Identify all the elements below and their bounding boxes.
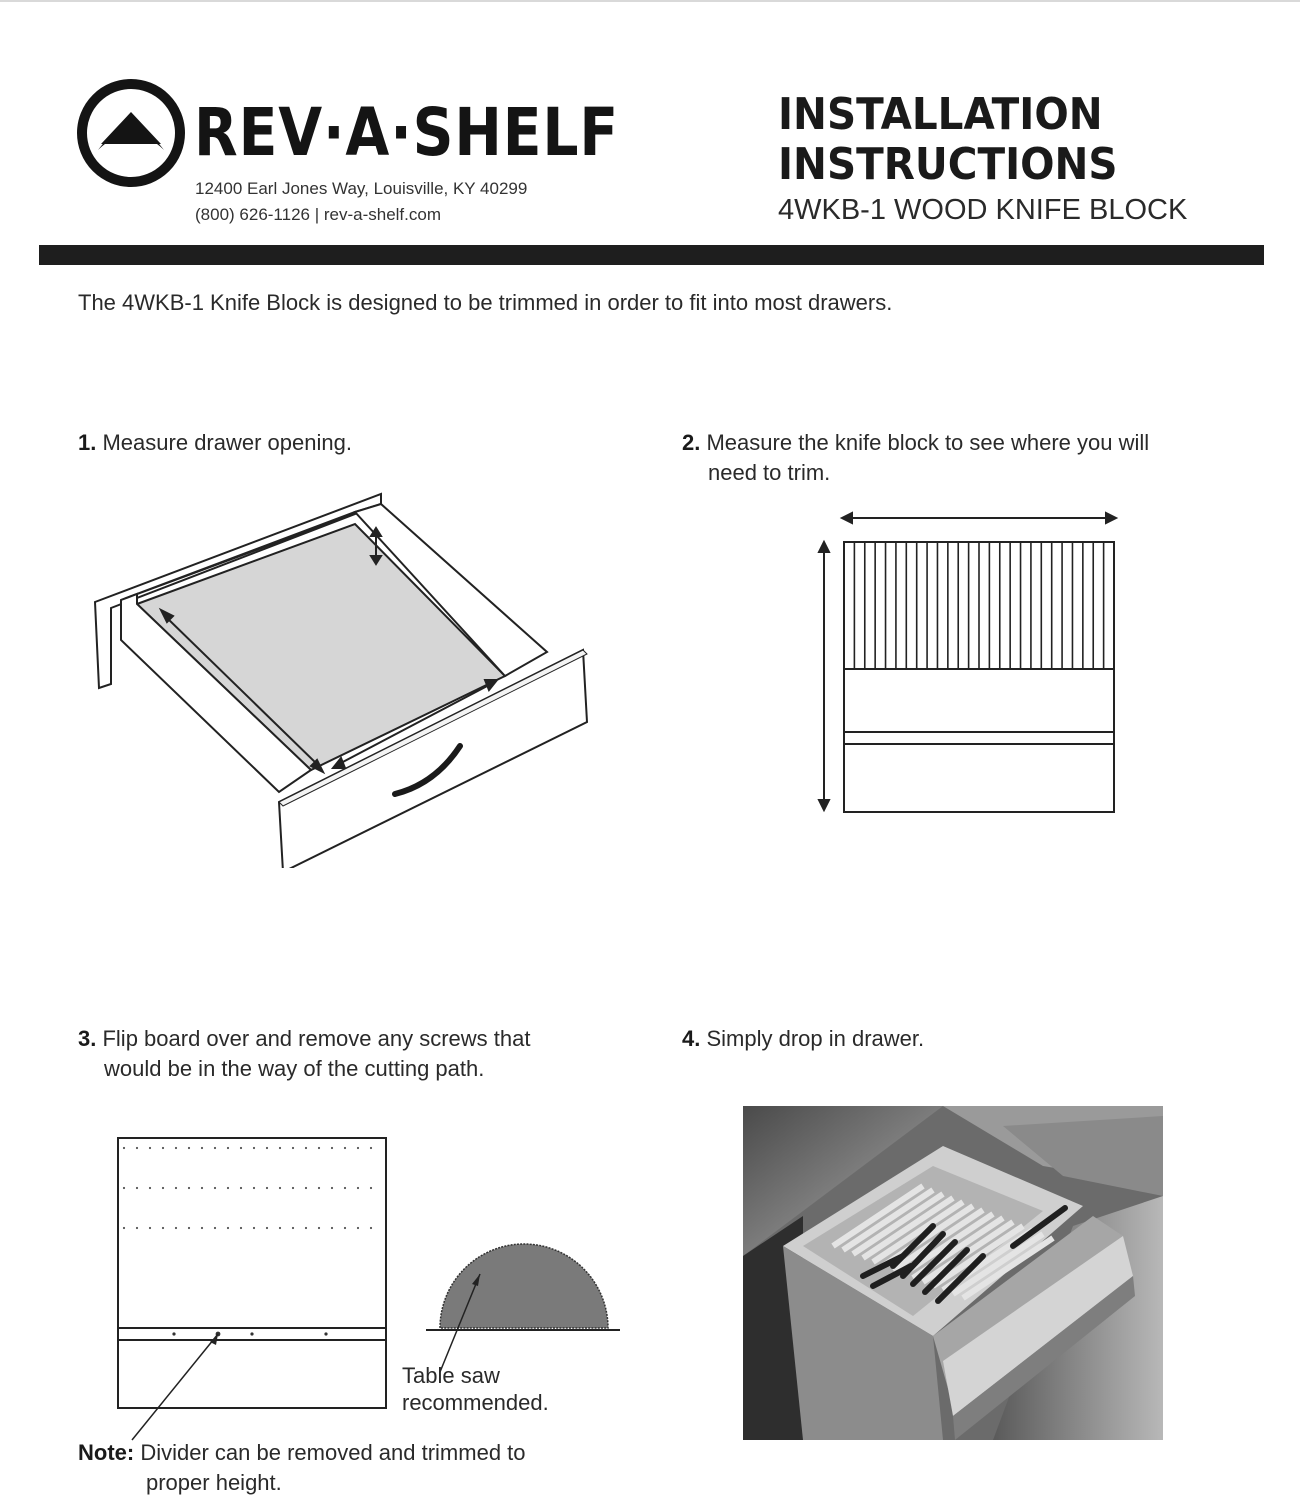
screw-dot xyxy=(188,1147,190,1149)
screw-dot xyxy=(266,1187,268,1189)
step-3-text-line2: would be in the way of the cutting path. xyxy=(104,1056,485,1081)
screw-dot xyxy=(266,1147,268,1149)
note xyxy=(78,1438,638,1498)
table-saw-icon xyxy=(426,1244,620,1372)
screw-dot xyxy=(240,1227,242,1229)
screw-dot xyxy=(136,1147,138,1149)
screw-dot xyxy=(266,1227,268,1229)
page-title-line2: INSTRUCTIONS xyxy=(778,139,1118,190)
screw-dot xyxy=(149,1187,151,1189)
screw-dot xyxy=(370,1227,372,1229)
address-contact: (800) 626-1126 | rev-a-shelf.com xyxy=(195,205,441,224)
step-4 xyxy=(682,1024,1242,1054)
screw-dot xyxy=(136,1187,138,1189)
title-block xyxy=(778,90,1278,227)
screw-dot xyxy=(292,1147,294,1149)
screw-dot xyxy=(292,1227,294,1229)
screw-dot xyxy=(370,1187,372,1189)
screw-dot xyxy=(305,1187,307,1189)
logo-text: REV·A·SHELF xyxy=(194,94,620,171)
screw-dot xyxy=(188,1187,190,1189)
screw-dot xyxy=(331,1187,333,1189)
brand-logo xyxy=(76,78,696,188)
knife-drawer-photo xyxy=(743,1106,1163,1440)
address-street: 12400 Earl Jones Way, Louisville, KY 40299 xyxy=(195,179,528,198)
address xyxy=(195,176,615,228)
screw-dot xyxy=(331,1227,333,1229)
product-photo xyxy=(743,1106,1163,1440)
screw-dot xyxy=(175,1187,177,1189)
screw-dot xyxy=(175,1147,177,1149)
screw-dot xyxy=(344,1187,346,1189)
screw-dot xyxy=(331,1147,333,1149)
screw-dot xyxy=(214,1147,216,1149)
screw-dot xyxy=(357,1187,359,1189)
screw-dot xyxy=(227,1147,229,1149)
screw-dot xyxy=(370,1147,372,1149)
screw-dot xyxy=(162,1227,164,1229)
screw-dot xyxy=(292,1187,294,1189)
screw-dot xyxy=(227,1227,229,1229)
screw-dot xyxy=(253,1187,255,1189)
screw-dot xyxy=(149,1227,151,1229)
drawer-illustration xyxy=(85,488,605,868)
screw-dot xyxy=(149,1147,151,1149)
page-title-line1: INSTALLATION xyxy=(778,89,1103,140)
saw-caption xyxy=(402,1362,549,1416)
screw-dot xyxy=(227,1187,229,1189)
screw-dot xyxy=(279,1227,281,1229)
screw-dot xyxy=(318,1147,320,1149)
note-text-line1: Divider can be removed and trimmed to xyxy=(140,1440,526,1465)
screw-dot xyxy=(318,1227,320,1229)
step-2 xyxy=(682,428,1242,488)
screw-dot xyxy=(305,1227,307,1229)
saw-caption-line2: recommended. xyxy=(402,1390,549,1415)
step-4-number: 4. xyxy=(682,1026,701,1051)
saw-caption-line1: Table saw xyxy=(402,1363,500,1388)
top-rule xyxy=(0,0,1300,2)
screw-dot xyxy=(162,1147,164,1149)
step-2-text-line2: need to trim. xyxy=(708,460,831,485)
screw-dot xyxy=(357,1147,359,1149)
screw-dot xyxy=(175,1227,177,1229)
screw-dot xyxy=(188,1227,190,1229)
screw-dot xyxy=(305,1147,307,1149)
screw-dot xyxy=(253,1227,255,1229)
screw-dot xyxy=(136,1227,138,1229)
step-3 xyxy=(78,1024,638,1084)
step-1 xyxy=(78,428,598,458)
screw-dot xyxy=(279,1187,281,1189)
step-1-number: 1. xyxy=(78,430,97,455)
screw-dot xyxy=(201,1147,203,1149)
intro-text: The 4WKB-1 Knife Block is designed to be trimmed in order to fit into most drawers. xyxy=(78,290,893,315)
board-back-diagram xyxy=(110,1134,630,1444)
step-3-text-line1: Flip board over and remove any screws that xyxy=(102,1026,531,1051)
screw-dot xyxy=(201,1227,203,1229)
screw-dot xyxy=(240,1187,242,1189)
screw-dot xyxy=(318,1187,320,1189)
screw-dot xyxy=(123,1187,125,1189)
step-3-number: 3. xyxy=(78,1026,97,1051)
screw-dot xyxy=(214,1227,216,1229)
screw-dot xyxy=(279,1147,281,1149)
note-text-line2: proper height. xyxy=(146,1470,282,1495)
knife-block-diagram xyxy=(808,508,1128,818)
screw-dot xyxy=(240,1147,242,1149)
screw-dot xyxy=(123,1147,125,1149)
screw-dot xyxy=(201,1187,203,1189)
screw-dot xyxy=(253,1147,255,1149)
product-subtitle: 4WKB-1 WOOD KNIFE BLOCK xyxy=(778,194,1188,226)
header-divider xyxy=(39,245,1264,265)
step-2-text-line1: Measure the knife block to see where you will xyxy=(706,430,1150,455)
logo-mountain-icon xyxy=(76,78,188,188)
screw-dot xyxy=(162,1187,164,1189)
screw-dot xyxy=(344,1227,346,1229)
step-2-number: 2. xyxy=(682,430,701,455)
screw-dot xyxy=(123,1227,125,1229)
step-4-text: Simply drop in drawer. xyxy=(706,1026,925,1051)
screw-dot xyxy=(344,1147,346,1149)
screw-dot xyxy=(214,1187,216,1189)
step-1-text: Measure drawer opening. xyxy=(102,430,352,455)
note-label: Note: xyxy=(78,1440,135,1465)
screw-dot xyxy=(357,1227,359,1229)
